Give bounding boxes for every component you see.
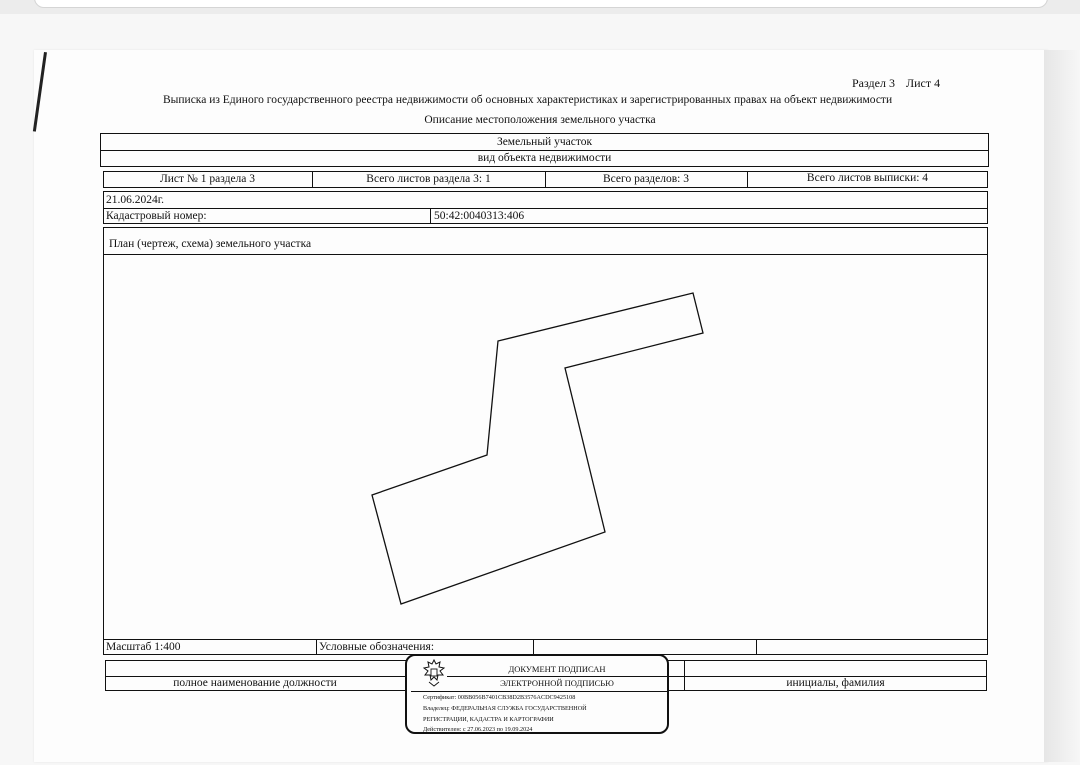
scale-row-vdivider — [316, 639, 317, 655]
document-subtitle: Описание местоположения земельного участка — [424, 114, 656, 126]
stamp-line-2: ЭЛЕКТРОННОЙ ПОДПИСЬЮ — [500, 678, 614, 688]
scale-row-divider — [103, 639, 988, 640]
scale-label: Масштаб 1:400 — [106, 641, 181, 653]
total-sheets-extract: Всего листов выписки: 4 — [806, 172, 929, 184]
stamp-owner-line-1: Владелец: ФЕДЕРАЛЬНАЯ СЛУЖБА ГОСУДАРСТВЕННОЙ — [423, 705, 587, 712]
stamp-validity: Действителен: с 27.06.2023 по 19.09.2024 — [423, 726, 533, 733]
position-caption: полное наименование должности — [173, 677, 337, 689]
scale-row-vdivider — [756, 639, 757, 655]
name-caption: инициалы, фамилия — [786, 677, 885, 689]
object-type-caption: вид объекта недвижимости — [477, 152, 612, 164]
document-title: Выписка из Единого государственного реестра недвижимости об основных характеристиках и зарегистрированных правах на объект недвижимости — [163, 94, 893, 106]
stamp-line-1: ДОКУМЕНТ ПОДПИСАН — [508, 664, 606, 674]
state-emblem-icon — [421, 658, 447, 688]
record-date: 21.06.2024г. — [106, 194, 165, 206]
legend-label: Условные обозначения: — [319, 641, 435, 653]
electronic-signature-stamp — [405, 654, 669, 734]
total-sections: Всего разделов: 3 — [603, 173, 689, 185]
sheet-label: Лист 4 — [906, 76, 941, 90]
sheet-of-section: Лист № 1 раздела 3 — [159, 173, 256, 185]
section-label: Раздел 3 — [852, 76, 895, 90]
stamp-separator — [447, 676, 669, 677]
cadastral-label: Кадастровый номер: — [106, 210, 207, 222]
stamp-separator — [411, 691, 669, 692]
stamp-certificate: Сертификат: 00BB056B7401CB38D2B3576ACDC9425108 — [423, 694, 576, 701]
parcel-outline — [372, 293, 703, 604]
plan-title: План (чертеж, схема) земельного участка — [109, 238, 312, 250]
stamp-owner-line-2: РЕГИСТРАЦИИ, КАДАСТРА И КАРТОГРАФИИ — [423, 716, 554, 723]
cadastral-number: 50:42:0040313:406 — [434, 210, 525, 222]
total-sheets-section: Всего листов раздела 3: 1 — [366, 173, 491, 185]
object-name: Земельный участок — [496, 136, 593, 148]
scale-row-vdivider — [533, 639, 534, 655]
